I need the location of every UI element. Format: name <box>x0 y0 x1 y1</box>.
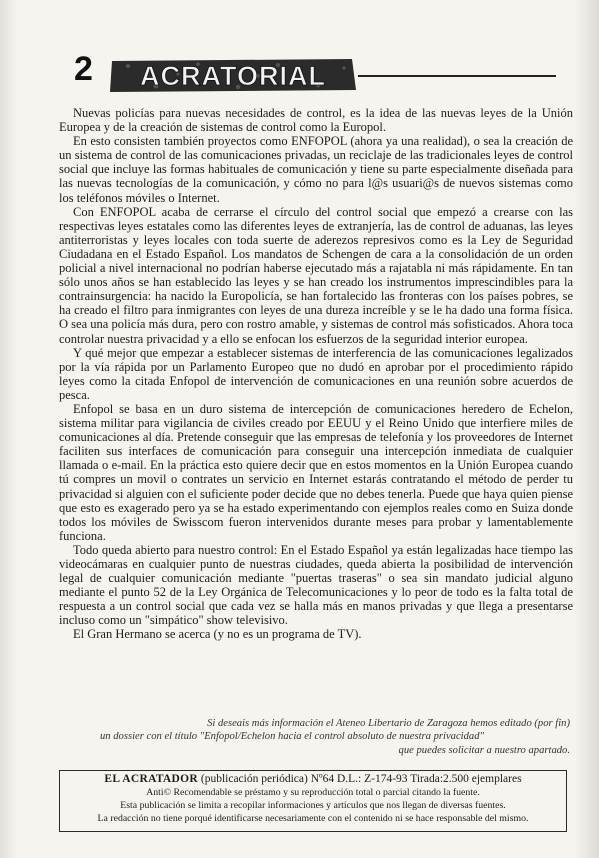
paragraph: Y qué mejor que empezar a establecer sistemas de interferencia de las comunicaciones legalizados por la vía rápida por un Parlamento Europeo que no dudó en aprobar por el procedimiento rápido leyes como la citada Enfopol de intervención de comunicaciones en una reunión sobre acuerdos de pesca. <box>59 345 573 402</box>
article-body <box>59 106 573 642</box>
info-note <box>100 717 570 757</box>
paragraph: Todo queda abierto para nuestro control: En el Estado Español ya están legalizadas hace tiempo las videocámaras en cualquier punto de nuestras ciudades, queda abierta la posibilidad de intervención legal de cualquier comunicación mediante "puertas traseras" o sea sin mandato judicial alguno mediante el punto 52 de la Ley Orgánica de Telecomunicaciones y lo peor de todo es la falta total de respuesta a un control social que cada vez se halla más en manos privadas y que llega a presentarse incluso como un "simpático" show televisivo. <box>59 542 573 628</box>
footer-copyleft-line: Anti© Recomendable se préstamo y su reproducción total o parcial citando la fuente. <box>146 787 480 798</box>
footer-publication-line <box>60 773 566 786</box>
publication-name: EL ACRATADOR <box>104 773 198 785</box>
paragraph: Enfopol se basa en un duro sistema de intercepción de comunicaciones heredero de Echelon, sistema militar para vigilancia de civiles creado por EEUU y el Reino Unido que interfiere miles de comunicaciones al día. Pretende conseguir que las empresas de telefonía y los proveedores de Internet faciliten sus interfaces de comunicación para conseguir una intercepción inmediata de cualquier llamada o e-mail. En la práctica esto quiere decir que en estos momentos en la Unión Europea cuando tú compres un movil o contrates un servicio en Internet estarás contratando el método de perder tu privacidad si alguien con el suficiente poder decide que no debes tenerla. Puede que haya quien piense que esto es exagerado pero ya se ha estado experimentando con ejemplos reales como en Suiza donde todos los móviles de Swisscom fueron intervenidos durante meses para probar y lamentablemente funciona. <box>59 401 573 543</box>
note-line: que puedes solicitar a nuestro apartado. <box>398 744 570 756</box>
publication-details: (publicación periódica) Nº64 D.L.: Z-174-93 Tirada:2.500 ejemplares <box>198 773 522 785</box>
footer-sources-line: Esta publicación se limita a recopilar informaciones y artículos que nos llegan de diversas fuentes. <box>120 800 506 811</box>
note-line: Si deseais más información el Ateneo Libertario de Zaragoza hemos editado (por fin) <box>207 718 570 729</box>
page-number: 2 <box>74 50 93 88</box>
paragraph: En esto consisten también proyectos como ENFOPOL (ahora ya una realidad), o sea la creación de un sistema de control de las comunicaciones privadas, un reciclaje de las tradicionales leyes de control social que incluye las formas habituales de comunicación y tiene su parte especialmente diseñada para las nuevas tecnologías de la comunicación, y cómo no para l@s usuari@s de nuevos sistemas como los teléfonos móviles o Internet. <box>59 134 573 205</box>
note-line: un dossier con el título "Enfopol/Echelon hacia el control absoluto de nuestra privacidad" <box>100 731 484 743</box>
acratorial-banner <box>108 56 358 94</box>
paragraph: Nuevas policías para nuevas necesidades de control, es la idea de las nuevas leyes de la Unión Europea y de la creación de sistemas de control como la Europol. <box>59 106 573 135</box>
article-header <box>70 48 570 96</box>
header-rule <box>358 75 556 77</box>
paragraph: El Gran Hermano se acerca (y no es un programa de TV). <box>73 627 362 642</box>
footer-disclaimer-line: La redacción no tiene porqué identificarse necesariamente con el contenido ni se hace responsable del mismo. <box>97 813 529 824</box>
paragraph: Con ENFOPOL acaba de cerrarse el círculo del control social que empezó a crearse con las respectivas leyes estatales como las diferentes leyes de extranjería, las de control de aduanas, las leyes antiterroristas y leyes locales con toda suerte de aderezos represivos como es la Ley de Seguridad Ciudadana en el Estado Español. Los mandatos de Schengen de cara a la consolidación de un orden policial a nivel internacional no podrían haberse ejecutado más a rajatabla ni más rápidamente. En tan sólo unos años se han establecido las leyes y se han creado los instrumentos imprescindibles para la contrainsurgencia: ha nacido la Europolicía, se han fortalecido las fronteras con los países pobres, se ha creado el filtro para inmigrantes con leyes de una dureza increíble y se le ha dado una forma física. O sea una policía más dura, pero con rostro amable, y sistemas de control más sofisticados. Ahora toca controlar nuestra privacidad y a ello se enfocan los esfuerzos de la seguridad interior europea. <box>59 204 573 346</box>
publication-footer <box>59 770 567 832</box>
banner-title: ACRATORIAL <box>140 61 326 91</box>
